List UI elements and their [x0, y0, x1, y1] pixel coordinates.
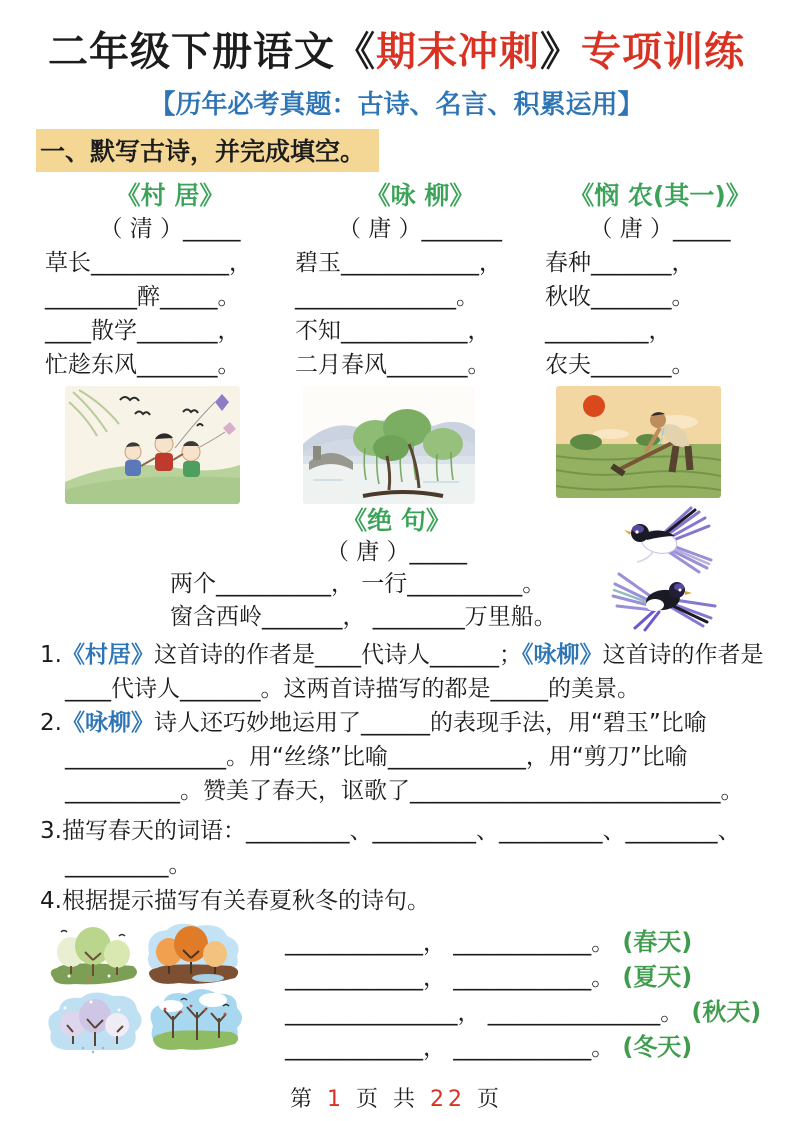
- questions-block: [0, 634, 793, 918]
- question-4-answers-row: [0, 918, 793, 1068]
- question-3-text: 描写春天的词语：_________、_________、_________、________、_________。: [61, 818, 741, 878]
- question-2-number: 2.: [40, 710, 62, 736]
- poem-yongliu: [295, 180, 545, 382]
- poem-minnong-author-blank: （ 唐 ）_____: [589, 216, 731, 242]
- answer-row-autumn: [285, 992, 775, 1027]
- poem-cunju-line-3: ____散学_______，: [45, 318, 241, 344]
- poem-yongliu-line-1: 碧玉____________，: [295, 250, 502, 276]
- answer-row-spring: [285, 922, 775, 957]
- page-title: [0, 0, 793, 76]
- poem-yongliu-title: 《咏 柳》: [365, 181, 475, 210]
- question-2-poem-ref: 《咏柳》: [61, 710, 154, 736]
- poem-minnong-line-1: 春种_______，: [545, 250, 695, 276]
- question-4-number: 4.: [40, 888, 62, 914]
- poem-yongliu-line-2: ______________。: [295, 284, 479, 310]
- question-1: [40, 638, 771, 706]
- title-bracket-close: 》: [540, 28, 581, 75]
- poem-cunju-title: 《村 居》: [115, 181, 225, 210]
- answer-line-spring: ____________， ____________。: [285, 930, 615, 956]
- question-1-text-a: 这首诗的作者是____代诗人______；: [153, 642, 522, 668]
- question-1-poem-ref-cunju: 《村居》: [61, 642, 154, 668]
- answer-line-winter: ____________， ____________。: [285, 1035, 615, 1061]
- question-1-poem-ref-yongliu: 《咏柳》: [521, 642, 603, 668]
- poem-yongliu-line-3: 不知___________，: [295, 318, 491, 344]
- four-seasons-trees-illustration: [45, 920, 245, 1065]
- title-bracket-open: 《: [335, 28, 376, 75]
- season-label-spring: (春天): [622, 928, 693, 956]
- answer-row-summer: [285, 957, 775, 992]
- poem-minnong-line-4: 农夫_______。: [545, 352, 695, 378]
- question-4: [40, 884, 771, 918]
- poem-jueju-line-1: 两个__________， 一行__________。: [170, 571, 546, 597]
- season-answer-lines: [245, 920, 775, 1068]
- season-label-autumn: (秋天): [691, 998, 762, 1026]
- question-3: [40, 814, 771, 882]
- farmer-hoeing-illustration: [556, 386, 721, 498]
- title-prefix: 二年级下册语文: [48, 28, 335, 75]
- footer-total-pages: 22: [430, 1087, 466, 1112]
- question-2: [40, 706, 771, 808]
- poem-jueju-title: 《绝 句》: [342, 506, 451, 535]
- poem-jueju: [0, 506, 793, 634]
- title-emphasis: 期末冲刺: [376, 28, 540, 75]
- section-1-heading: 一、默写古诗，并完成填空。: [36, 129, 379, 172]
- poem-cunju-line-1: 草长____________，: [45, 250, 252, 276]
- poem-minnong: [545, 180, 775, 382]
- willow-trees-bridge-illustration: [303, 386, 475, 504]
- subtitle: 【历年必考真题：古诗、名言、积累运用】: [149, 90, 644, 120]
- footer-middle: 页 共: [356, 1087, 419, 1112]
- answer-line-autumn: _______________， _______________。: [285, 1000, 684, 1026]
- question-1-text-b: 这首诗的作者是____代诗人_______。这两首诗描写的都是_____的美景。: [65, 642, 764, 702]
- footer-suffix: 页: [477, 1087, 504, 1112]
- poem-jueju-author-blank: （ 唐 ）_____: [325, 539, 468, 565]
- poem-cunju-author-blank: （ 清 ）_____: [99, 216, 241, 242]
- swallows-illustration: [607, 502, 735, 634]
- poems-row: [0, 172, 793, 382]
- poem-yongliu-line-4: 二月春风_______。: [295, 352, 491, 378]
- question-2-text: 诗人还巧妙地运用了______的表现手法，用“碧玉”比喻______________。用“丝绦”比喻____________，用“剪刀”比喻__________。赞美了春天，讴歌了___________________________。: [65, 710, 744, 804]
- poem-illustrations-row: [0, 382, 793, 504]
- question-4-text: 根据提示描写有关春夏秋冬的诗句。: [61, 888, 430, 914]
- poem-cunju-line-4: 忙趁东风_______。: [45, 352, 241, 378]
- kite-flying-children-illustration: [65, 386, 240, 504]
- poem-minnong-title: 《悯 农(其一)》: [569, 181, 751, 210]
- answer-row-winter: [285, 1027, 775, 1062]
- footer-prefix: 第: [289, 1087, 316, 1112]
- swallows-illustration-wrap: [607, 502, 735, 634]
- poem-cunju-line-2: ________醉_____。: [45, 284, 241, 310]
- footer-current-page: 1: [327, 1087, 345, 1112]
- title-suffix: 专项训练: [581, 28, 745, 75]
- poem-cunju: [45, 180, 295, 382]
- question-3-number: 3.: [40, 818, 62, 844]
- question-1-number: 1.: [40, 642, 62, 668]
- poem-jueju-line-2: 窗含西岭_______， ________万里船。: [170, 604, 557, 630]
- poem-yongliu-author-blank: （ 唐 ）_______: [337, 216, 503, 242]
- poem-minnong-line-3: _________，: [545, 318, 672, 344]
- season-label-winter: (冬天): [622, 1033, 693, 1061]
- page-footer: [0, 1082, 793, 1113]
- season-label-summer: (夏天): [622, 963, 693, 991]
- answer-line-summer: ____________， ____________。: [285, 965, 615, 991]
- poem-minnong-line-2: 秋收_______。: [545, 284, 695, 310]
